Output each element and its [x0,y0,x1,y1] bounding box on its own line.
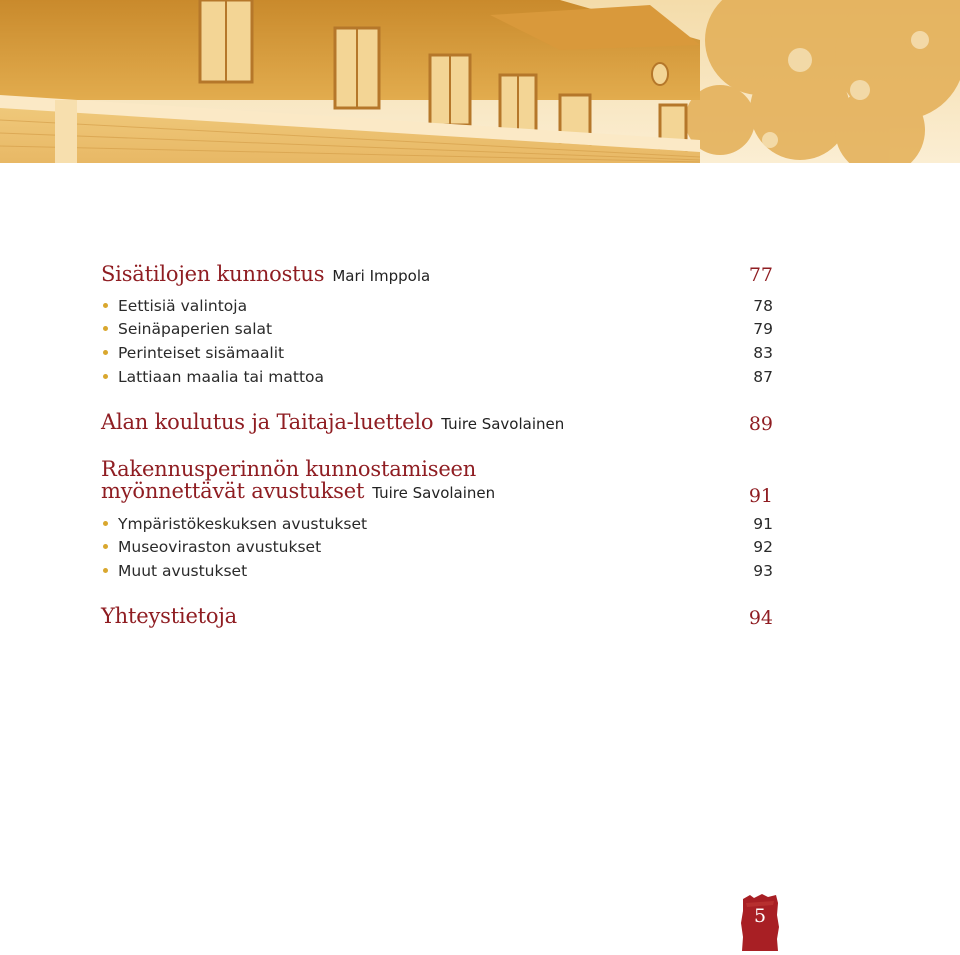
bullet-icon [103,303,108,308]
toc-item[interactable] [101,538,773,556]
item-label: Ympäristökeskuksen avustukset [118,515,368,533]
section-author: Mari Imppola [332,267,431,285]
item-page-number: 91 [753,515,773,533]
item-label: Seinäpaperien salat [118,320,273,338]
toc-section-avustukset[interactable] [101,457,773,513]
section-title-line-2: myönnettävät avustukset [101,479,365,503]
toc-item[interactable] [101,368,773,386]
section-page-number: 91 [748,485,773,507]
section-page-number: 89 [748,413,773,435]
item-page-number: 92 [753,538,773,556]
section-title: Alan koulutus ja Taitaja-luettelo [101,410,434,434]
toc-section-sisatilojen[interactable] [101,262,773,292]
item-page-number: 83 [753,344,773,362]
bullet-icon [103,326,108,331]
building-photo-illustration [0,0,960,163]
bullet-icon [103,521,108,526]
bullet-icon [103,544,108,549]
section-title-line-1: Rakennusperinnön kunnostamiseen [101,457,477,481]
item-label: Muut avustukset [118,562,248,580]
item-label: Lattiaan maalia tai mattoa [118,368,325,386]
section-author: Tuire Savolainen [441,415,565,433]
toc-item[interactable] [101,320,773,338]
item-label: Perinteiset sisämaalit [118,344,285,362]
section-page-number: 94 [748,607,773,629]
section-author: Tuire Savolainen [372,484,496,502]
toc-item[interactable] [101,515,773,533]
bullet-icon [103,350,108,355]
item-label: Museoviraston avustukset [118,538,322,556]
bullet-icon [103,374,108,379]
page-number: 5 [753,905,767,927]
section-title: Sisätilojen kunnostus [101,262,325,286]
item-page-number: 78 [753,297,773,315]
header-photo [0,0,960,163]
toc-section-koulutus[interactable] [101,410,773,440]
item-page-number: 87 [753,368,773,386]
bullet-icon [103,568,108,573]
toc-item[interactable] [101,562,773,580]
section-page-number: 77 [748,264,773,286]
toc-section-yhteystietoja[interactable] [101,604,773,634]
item-page-number: 79 [753,320,773,338]
toc-item[interactable] [101,344,773,362]
page-number-badge [740,893,780,951]
item-label: Eettisiä valintoja [118,297,248,315]
item-page-number: 93 [753,562,773,580]
section-title: Yhteystietoja [101,604,237,628]
toc-item[interactable] [101,297,773,315]
